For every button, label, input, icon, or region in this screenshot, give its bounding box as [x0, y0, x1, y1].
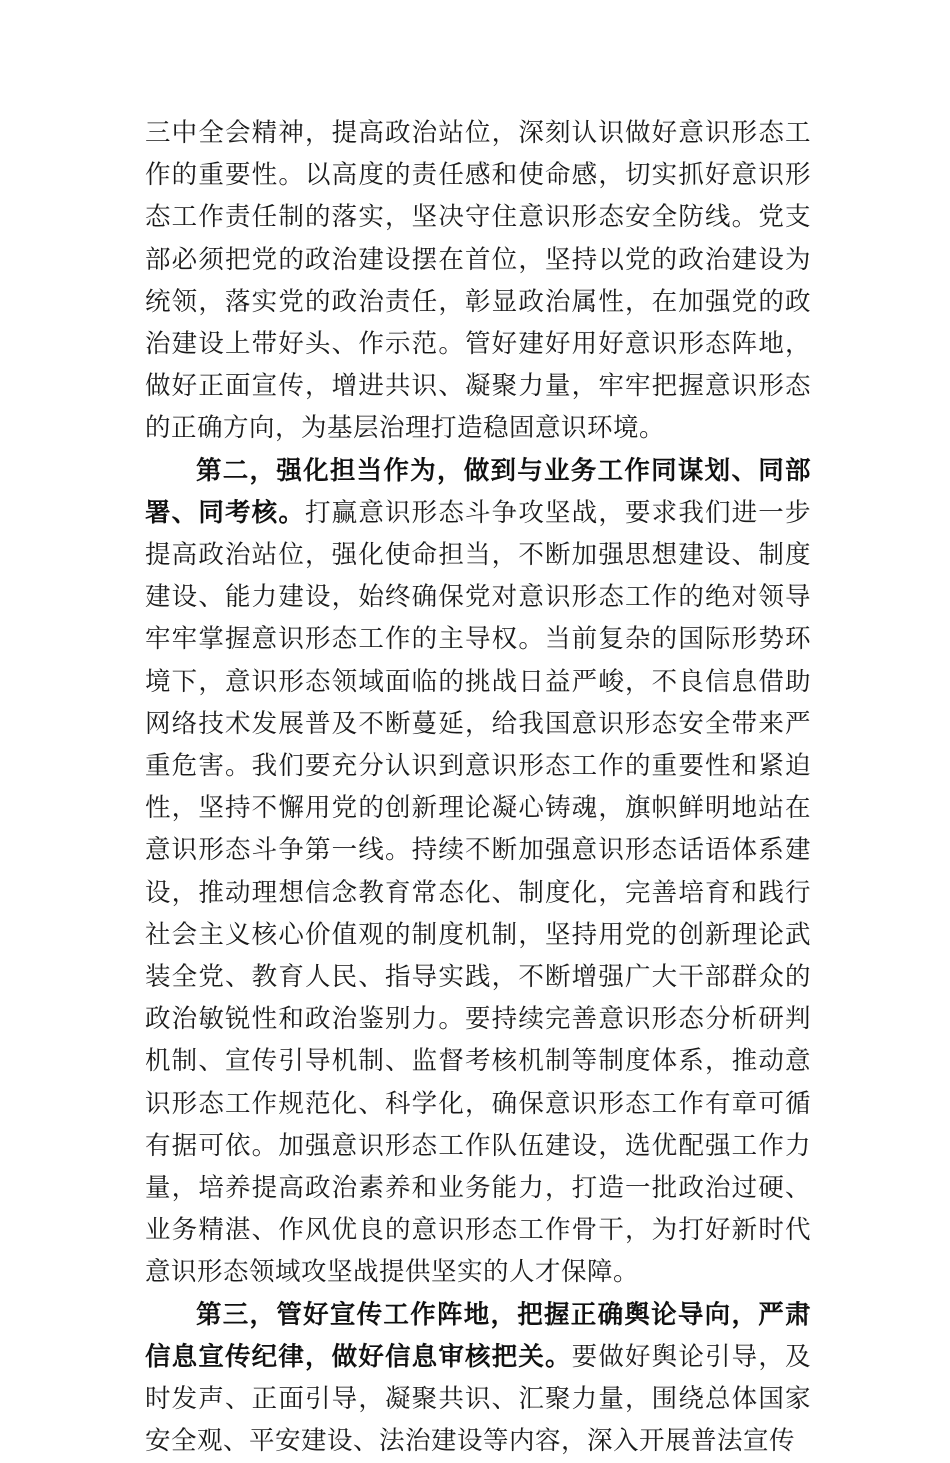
paragraph-text: 三中全会精神，提高政治站位，深刻认识做好意识形态工作的重要性。以高度的责任感和使命感，切实抓好意识形态工作责任制的落实，坚决守住意识形态安全防线。党支部必须把党的政治建设摆在首位，坚持以党的政治建设为统领，落实党的政治责任，彰显政治属性，在加强党的政治建设上带好头、作示范。管好建好用好意识形态阵地，做好正面宣传，增进共识、凝聚力量，牢牢把握意识形态的正确方向，为基层治理打造稳固意识环境。 [145, 118, 811, 444]
paragraph-heading: 第二，强化担当作为，做到与业务工作同谋划、同部署、同考核。 [145, 455, 811, 528]
paragraph-continuation [145, 112, 811, 450]
paragraph-third-point [145, 1294, 811, 1463]
document-body [145, 112, 811, 1463]
paragraph-heading: 第三，管好宣传工作阵地，把握正确舆论导向，严肃信息宣传纪律，做好信息审核把关。 [145, 1299, 811, 1372]
paragraph-text: 打赢意识形态斗争攻坚战，要求我们进一步提高政治站位，强化使命担当，不断加强思想建设、制度建设、能力建设，始终确保党对意识形态工作的绝对领导牢牢掌握意识形态工作的主导权。当前复杂的国际形势环境下，意识形态领域面临的挑战日益严峻，不良信息借助网络技术发展普及不断蔓延，给我国意识形态安全带来严重危害。我们要充分认识到意识形态工作的重要性和紧迫性，坚持不懈用党的创新理论凝心铸魂，旗帜鲜明地站在意识形态斗争第一线。持续不断加强意识形态话语体系建设，推动理想信念教育常态化、制度化，完善培育和践行社会主义核心价值观的制度机制，坚持用党的创新理论武装全党、教育人民、指导实践，不断增强广大干部群众的政治敏锐性和政治鉴别力。要持续完善意识形态分析研判机制、宣传引导机制、监督考核机制等制度体系，推动意识形态工作规范化、科学化，确保意识形态工作有章可循有据可依。加强意识形态工作队伍建设，选优配强工作力量，培养提高政治素养和业务能力，打造一批政治过硬、业务精湛、作风优良的意识形态工作骨干，为打好新时代意识形态领域攻坚战提供坚实的人才保障。 [145, 497, 811, 1288]
paragraph-text: 要做好舆论引导，及时发声、正面引导，凝聚共识、汇聚力量，围绕总体国家安全观、平安建设、法治建设等内容，深入开展普法宣传 [145, 1341, 811, 1457]
paragraph-second-point [145, 450, 811, 1294]
